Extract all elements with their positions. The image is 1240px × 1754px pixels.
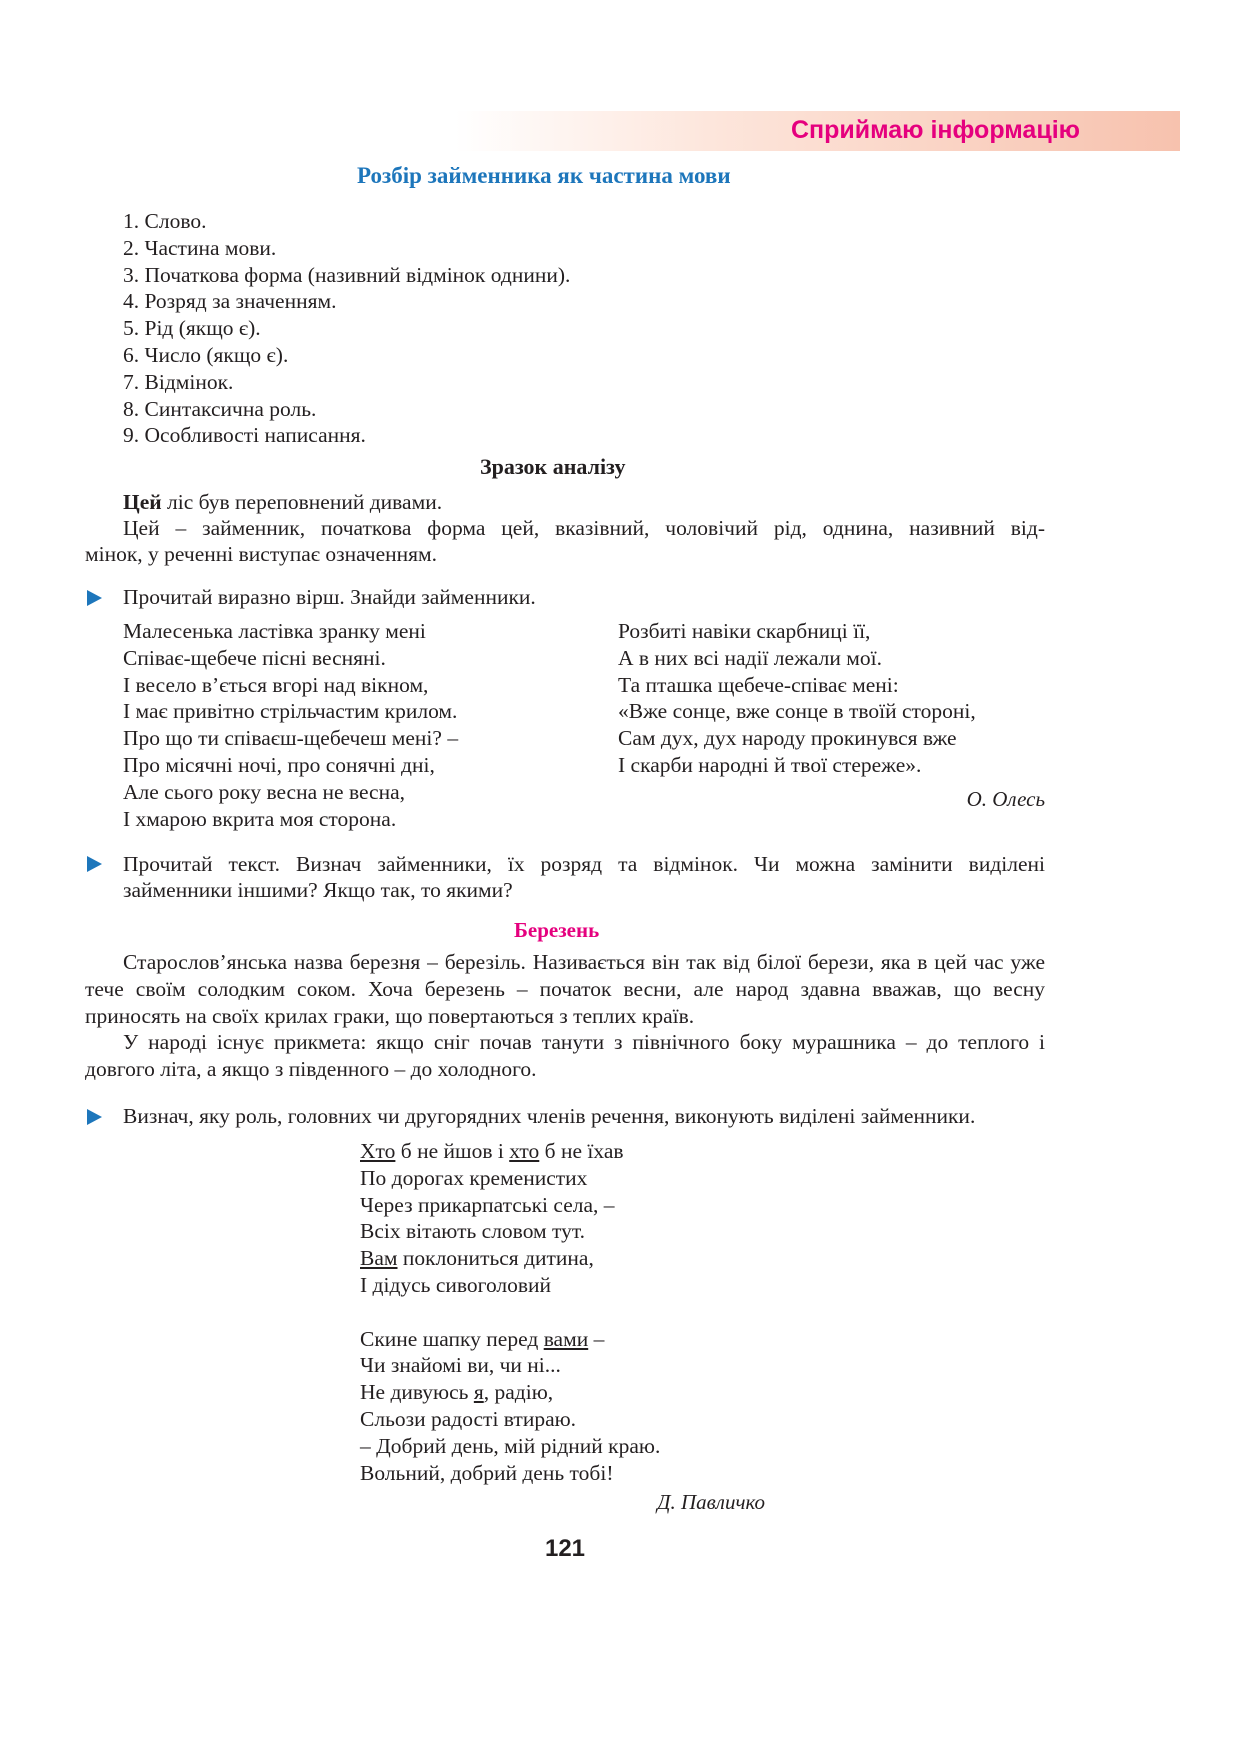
task3-prompt: Визнач, яку роль, головних чи другорядних членів речення, виконують виділені займенники. [123, 1104, 976, 1128]
poem-line: – Добрий день, мій рідний краю. [360, 1433, 661, 1458]
poem-line: І дідусь сивоголовий [360, 1272, 552, 1297]
text-paragraph: Старослов’янська назва березня – березіль. Називається він так від білої берези, яка в цей час уже тече своїм солодким соком. Хоча березень – початок весни, але народ здавна вважав, що весну приносять на своїх крилах граки, що повертаються з теплих країв. [85, 950, 1045, 1028]
poem-line: Про що ти співаєш-щебечеш мені? – [123, 726, 459, 751]
sample-sentence [123, 489, 442, 516]
task-marker-icon [87, 1109, 102, 1125]
poem-line: Та пташка щебече-співає мені: [618, 672, 899, 697]
poem-line: Сам дух, дух народу прокинувся вже [618, 726, 957, 751]
list-item: 3. Початкова форма (називний відмінок однини). [123, 262, 571, 287]
sample-bold-word: Цей [123, 490, 162, 514]
task2-prompt-line2: займенники іншими? Якщо так, то якими? [123, 878, 513, 902]
poem-right-column [618, 618, 976, 779]
poem-line: Сльози радості втираю. [360, 1406, 577, 1431]
section-title: Розбір займенника як частина мови [357, 163, 731, 188]
poem-line: По дорогах кременистих [360, 1165, 588, 1190]
text-title: Березень [514, 918, 600, 942]
stanza-gap [360, 1299, 660, 1326]
sample-title: Зразок аналізу [480, 454, 626, 479]
task1-prompt: Прочитай виразно вірш. Знайди займенники. [123, 585, 536, 609]
list-item: 7. Відмінок. [123, 369, 234, 394]
poem-line: «Вже сонце, вже сонце в твоїй стороні, [618, 699, 976, 724]
poem-line: Вам поклониться дитина, [360, 1246, 594, 1271]
task-marker-icon [87, 856, 102, 872]
poem-line: І скарби народні й твої стереже». [618, 752, 922, 777]
poem-line: Розбиті навіки скарбниці її, [618, 619, 871, 643]
task2-prompt-line1: Прочитай текст. Визнач займенники, їх розряд та відмінок. Чи можна замінити виділені [123, 852, 1045, 876]
highlighted-pronoun: я [473, 1380, 484, 1405]
list-item: 1. Слово. [123, 209, 207, 233]
poem-line: І весело в’ється вгорі над вікном, [123, 672, 429, 697]
poem-line: Чи знайомі ви, чи ні... [360, 1353, 561, 1378]
list-item: 4. Розряд за значенням. [123, 289, 337, 314]
highlighted-pronoun: Хто [360, 1139, 396, 1163]
poem-author: О. Олесь [966, 787, 1045, 811]
poem2-author: Д. Павличко [657, 1490, 765, 1514]
list-item: 9. Особливості написання. [123, 423, 366, 448]
sample-analysis-line2: мінок, у реченні виступає означенням. [85, 542, 438, 566]
poem-line: Малесенька ластівка зранку мені [123, 619, 426, 643]
task-marker-icon [87, 590, 102, 606]
list-item: 8. Синтаксична роль. [123, 396, 317, 421]
section-banner [455, 111, 1180, 151]
text-paragraph: У народі існує прикмета: якщо сніг почав танути з північного боку мурашника – до теплого і довгого літа, а якщо з південного – до холодного. [85, 1030, 1045, 1082]
analysis-steps-list [123, 208, 570, 449]
poem-line: І хмарою вкрита моя сторона. [123, 806, 397, 831]
poem-line: Вольний, добрий день тобі! [360, 1460, 614, 1485]
sample-sentence-rest: ліс був переповнений дивами. [161, 490, 443, 514]
poem2 [360, 1138, 660, 1486]
poem-line: І має привітно стрільчастим крилом. [123, 699, 458, 724]
list-item: 5. Рід (якщо є). [123, 316, 261, 341]
poem-line: Не дивуюсь я, радію, [360, 1380, 554, 1405]
list-item: 2. Частина мови. [123, 235, 277, 260]
poem-line: Всіх вітають словом тут. [360, 1219, 586, 1244]
sample-analysis-line1: Цей – займенник, початкова форма цей, вказівний, чоловічий рід, однина, називний від- [123, 516, 1045, 540]
page-number: 121 [544, 1535, 586, 1562]
banner-label: Сприймаю інформацію [790, 116, 1080, 144]
poem-line: Через прикарпатські села, – [360, 1192, 615, 1217]
text-body [85, 949, 1045, 1083]
highlighted-pronoun: вами [543, 1326, 589, 1351]
highlighted-pronoun: хто [509, 1139, 540, 1163]
poem-line: А в них всі надії лежали мої. [618, 645, 882, 670]
poem-line: Хто б не йшов і хто б не їхав [360, 1139, 624, 1163]
poem-line: Скине шапку перед вами – [360, 1326, 605, 1351]
poem-line: Співає-щебече пісні весняні. [123, 645, 386, 670]
highlighted-pronoun: Вам [360, 1246, 398, 1271]
poem-line: Про місячні ночі, про сонячні дні, [123, 752, 435, 777]
poem-left-column [123, 618, 458, 832]
list-item: 6. Число (якщо є). [123, 342, 289, 367]
poem-line: Але сього року весна не весна, [123, 779, 406, 804]
